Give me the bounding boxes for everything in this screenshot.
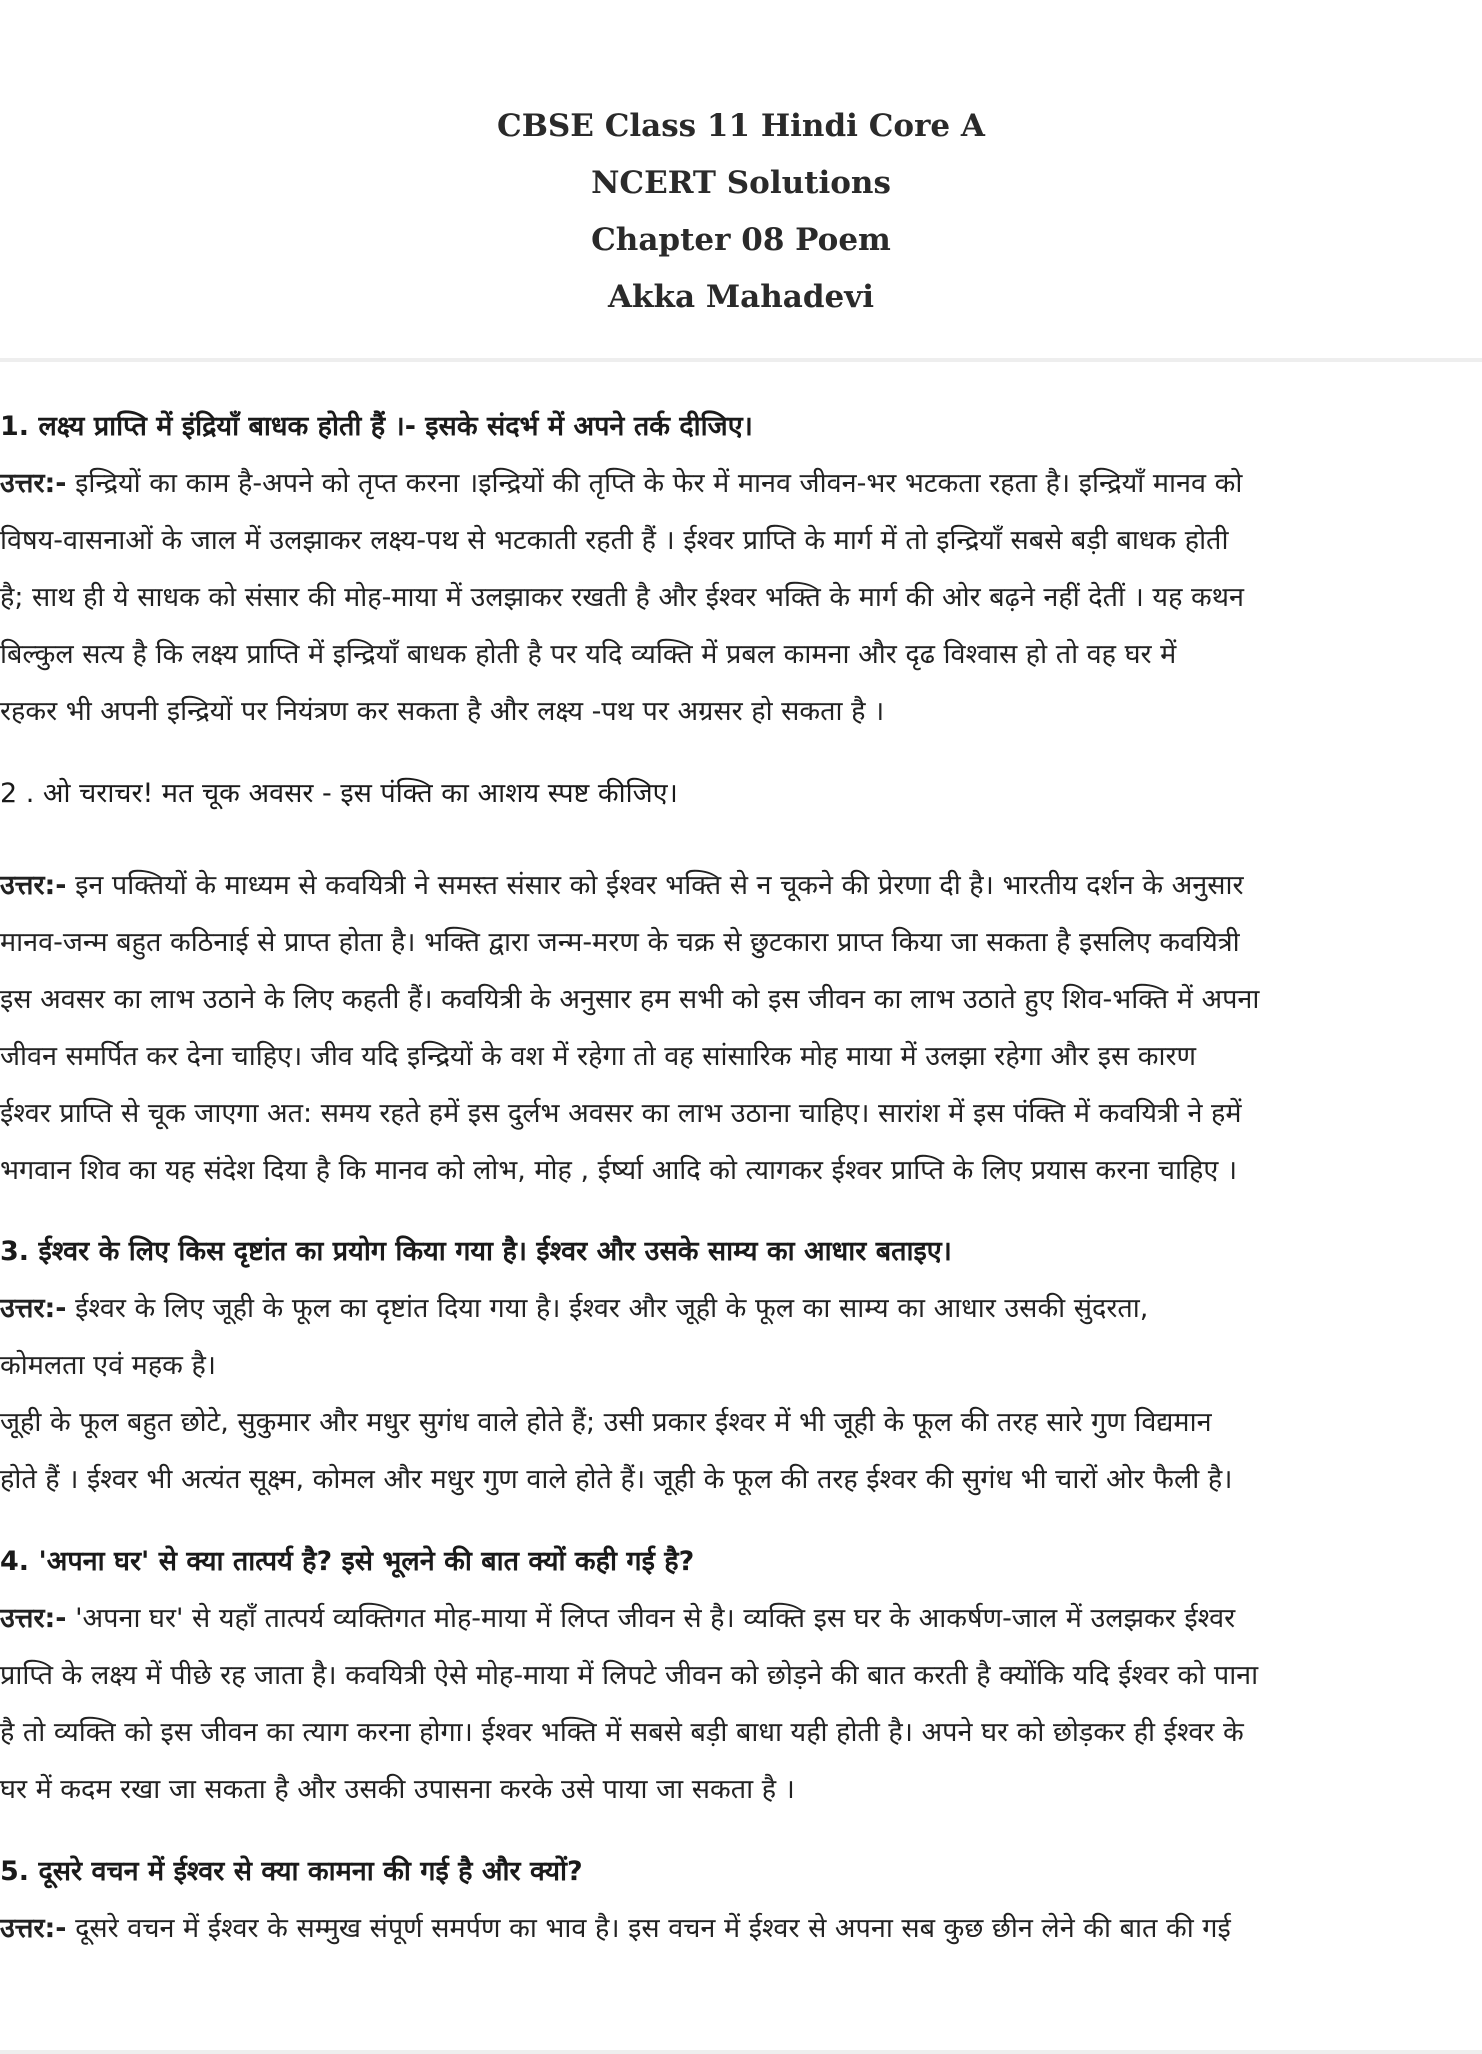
header-chapter: Chapter 08 Poem <box>591 222 891 258</box>
bottom-divider <box>0 2050 1482 2054</box>
answer-2-line-5: ईश्वर प्राप्ति से चूक जाएगा अत: समय रहते हमें इस दुर्लभ अवसर का लाभ उठाना चाहिए। सारांश में इस पंक्ति में कवयित्री ने हमें <box>0 1098 1242 1129</box>
answer-2-line-3: इस अवसर का लाभ उठाने के लिए कहती हैं। कवयित्री के अनुसार हम सभी को इस जीवन का लाभ उठाते हुए शिव-भक्ति में अपना <box>0 984 1260 1015</box>
question-4: 4. 'अपना घर' से क्या तात्पर्य है? इसे भूलने की बात क्यों कही गई है? <box>0 1546 695 1577</box>
answer-1-line-2: विषय-वासनाओं के जाल में उलझाकर लक्ष्य-पथ से भटकाती रहती हैं । ईश्वर प्राप्ति के मार्ग में तो इन्द्रियाँ सबसे बड़ी बाधक होती <box>0 525 1229 556</box>
answer-2-line-1 <box>0 864 1482 908</box>
answer-1-line-4: बिल्कुल सत्य है कि लक्ष्य प्राप्ति में इन्द्रियाँ बाधक होती है पर यदि व्यक्ति में प्रबल कामना और दृढ विश्वास हो तो वह घर में <box>0 639 1177 670</box>
answer-text: दूसरे वचन में ईश्वर के सम्मुख संपूर्ण समर्पण का भाव है। इस वचन में ईश्वर से अपना सब कुछ छीन लेने की बात की गई <box>75 1913 1231 1944</box>
answer-label: उत्तर:- <box>0 1913 67 1944</box>
answer-2-line-6: भगवान शिव का यह संदेश दिया है कि मानव को लोभ, मोह , ईर्ष्या आदि को त्यागकर ईश्वर प्राप्ति के लिए प्रयास करना चाहिए । <box>0 1155 1238 1186</box>
answer-text: 'अपना घर' से यहाँ तात्पर्य व्यक्तिगत मोह-माया में लिप्त जीवन से है। व्यक्ति इस घर के आकर्षण-जाल में उलझकर ईश्वर <box>75 1603 1236 1634</box>
answer-label: उत्तर:- <box>0 870 67 901</box>
answer-3-line-3: जूही के फूल बहुत छोटे, सुकुमार और मधुर सुगंध वाले होते हैं; उसी प्रकार ईश्वर में भी जूही के फूल की तरह सारे गुण विद्यमान <box>0 1407 1212 1438</box>
question-2: 2 . ओ चराचर! मत चूक अवसर - इस पंक्ति का आशय स्पष्ट कीजिए। <box>0 778 678 809</box>
question-1: 1. लक्ष्य प्राप्ति में इंद्रियाँ बाधक होती हैं ।- इसके संदर्भ में अपने तर्क दीजिए। <box>0 411 753 442</box>
header-poem-title: Akka Mahadevi <box>607 279 875 315</box>
answer-3-line-1 <box>0 1287 1482 1331</box>
answer-4-line-1 <box>0 1597 1482 1641</box>
question-5: 5. दूसरे वचन में ईश्वर से क्या कामना की गई है और क्यों? <box>0 1856 583 1887</box>
answer-1-line-3: है; साथ ही ये साधक को संसार की मोह-माया में उलझाकर रखती है और ईश्वर भक्ति के मार्ग की ओर बढ़ने नहीं देतीं । यह कथन <box>0 582 1244 613</box>
answer-4-line-2: प्राप्ति के लक्ष्य में पीछे रह जाता है। कवयित्री ऐसे मोह-माया में लिपटे जीवन को छोड़ने की बात करती है क्योंकि यदि ईश्वर को पाना <box>0 1660 1259 1691</box>
question-3: 3. ईश्वर के लिए किस दृष्टांत का प्रयोग किया गया है। ईश्वर और उसके साम्य का आधार बताइए। <box>0 1236 952 1267</box>
document-header <box>0 0 1482 362</box>
header-board-class: CBSE Class 11 Hindi Core A <box>497 108 985 144</box>
answer-4-line-3: है तो व्यक्ति को इस जीवन का त्याग करना होगा। ईश्वर भक्ति में सबसे बड़ी बाधा यही होती है। अपने घर को छोड़कर ही ईश्वर के <box>0 1717 1244 1748</box>
answer-1-line-1 <box>0 462 1482 506</box>
answer-3-line-4: होते हैं । ईश्वर भी अत्यंत सूक्ष्म, कोमल और मधुर गुण वाले होते हैं। जूही के फूल की तरह ईश्वर की सुगंध भी चारों ओर फैली है। <box>0 1464 1233 1495</box>
answer-1-line-5: रहकर भी अपनी इन्द्रियों पर नियंत्रण कर सकता है और लक्ष्य -पथ पर अग्रसर हो सकता है । <box>0 696 885 727</box>
answer-text: इन्द्रियों का काम है-अपने को तृप्त करना ।इन्द्रियों की तृप्ति के फेर में मानव जीवन-भर भटकता रहता है। इन्द्रियाँ मानव को <box>75 468 1243 499</box>
answer-label: उत्तर:- <box>0 1293 67 1324</box>
answer-4-line-4: घर में कदम रखा जा सकता है और उसकी उपासना करके उसे पाया जा सकता है । <box>0 1774 795 1805</box>
answer-label: उत्तर:- <box>0 468 67 499</box>
header-solutions: NCERT Solutions <box>591 165 891 201</box>
answer-3-line-2: कोमलता एवं महक है। <box>0 1350 217 1381</box>
answer-5-line-1 <box>0 1907 1482 1951</box>
answer-label: उत्तर:- <box>0 1603 67 1634</box>
answer-2-line-2: मानव-जन्म बहुत कठिनाई से प्राप्त होता है। भक्ति द्वारा जन्म-मरण के चक्र से छुटकारा प्राप्त किया जा सकता है इसलिए कवयित्री <box>0 927 1240 958</box>
answer-text: ईश्वर के लिए जूही के फूल का दृष्टांत दिया गया है। ईश्वर और जूही के फूल का साम्य का आधार उसकी सुंदरता, <box>75 1293 1149 1324</box>
answer-text: इन पक्तियों के माध्यम से कवयित्री ने समस्त संसार को ईश्वर भक्ति से न चूकने की प्रेरणा दी है। भारतीय दर्शन के अनुसार <box>75 870 1244 901</box>
answer-2-line-4: जीवन समर्पित कर देना चाहिए। जीव यदि इन्द्रियों के वश में रहेगा तो वह सांसारिक मोह माया में उलझा रहेगा और इस कारण <box>0 1041 1197 1072</box>
